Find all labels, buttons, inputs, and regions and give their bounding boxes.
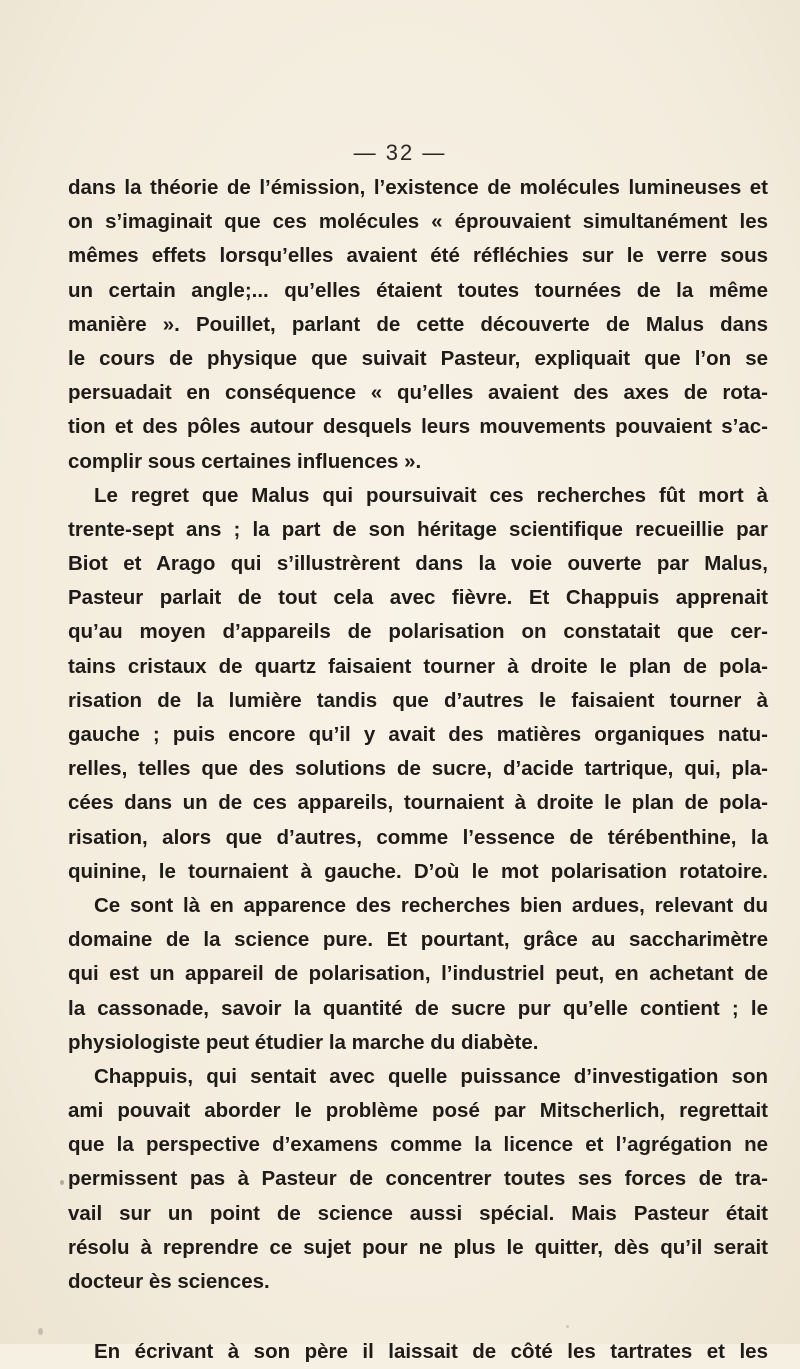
- text-line: cées dans un de ces appareils, tournaient à droite le plan de pola-: [68, 791, 768, 815]
- text-line: tains cristaux de quartz faisaient tourner à droite le plan de pola-: [68, 654, 768, 678]
- text-line: quinine, le tournaient à gauche. D’où le mot polarisation rotatoire.: [68, 859, 768, 883]
- paper-speck: [566, 1325, 569, 1328]
- paper-speck: [60, 1180, 64, 1185]
- text-line: risation de la lumière tandis que d’autres le faisaient tourner à: [68, 688, 768, 712]
- text-line: permissent pas à Pasteur de concentrer toutes ses forces de tra-: [68, 1167, 768, 1191]
- text-line: physiologiste peut étudier la marche du diabète.: [68, 1030, 539, 1054]
- text-line: un certain angle;... qu’elles étaient toutes tournées de la même: [68, 278, 768, 302]
- text-line: résolu à reprendre ce sujet pour ne plus le quitter, dès qu’il serait: [68, 1235, 768, 1259]
- text-line: vail sur un point de science aussi spécial. Mais Pasteur était: [68, 1201, 768, 1225]
- text-line: que la perspective d’examens comme la licence et l’agrégation ne: [68, 1133, 768, 1157]
- text-line: trente-sept ans ; la part de son héritage scientifique recueillie par: [68, 517, 768, 541]
- text-line: qu’au moyen d’appareils de polarisation on constatait que cer-: [68, 620, 768, 644]
- body-text: [68, 171, 768, 1369]
- text-line: Ce sont là en apparence des recherches bien ardues, relevant du: [94, 893, 768, 917]
- text-line: qui est un appareil de polarisation, l’industriel peut, en achetant de: [68, 962, 768, 986]
- text-line: gauche ; puis encore qu’il y avait des matières organiques natu-: [68, 723, 768, 746]
- paper-speck: [38, 1328, 43, 1335]
- text-line: manière ». Pouillet, parlant de cette découverte de Malus dans: [68, 312, 768, 336]
- text-line: En écrivant à son père il laissait de côté les tartrates et les: [94, 1340, 768, 1364]
- text-line: tion et des pôles autour desquels leurs mouvements pouvaient s’ac-: [68, 415, 768, 439]
- text-line: complir sous certaines influences ».: [68, 449, 422, 473]
- text-line: persuadait en conséquence « qu’elles avaient des axes de rota-: [68, 381, 768, 405]
- text-line: domaine de la science pure. Et pourtant, grâce au saccharimètre: [68, 928, 768, 952]
- paragraph-gap: [68, 1299, 768, 1335]
- page-number: — 32 —: [353, 140, 447, 165]
- text-line: la cassonade, savoir la quantité de sucre pur qu’elle contient ; le: [68, 996, 768, 1020]
- text-line: Chappuis, qui sentait avec quelle puissance d’investigation son: [94, 1064, 768, 1088]
- text-line: le cours de physique que suivait Pasteur, expliquait que l’on se: [68, 346, 768, 370]
- text-line: dans la théorie de l’émission, l’existence de molécules lumineuses et: [68, 176, 768, 199]
- text-line: relles, telles que des solutions de sucre, d’acide tartrique, qui, pla-: [68, 757, 768, 781]
- text-line: Biot et Arago qui s’illustrèrent dans la voie ouverte par Malus,: [68, 552, 768, 576]
- text-line: risation, alors que d’autres, comme l’essence de térébenthine, la: [68, 825, 768, 849]
- text-line: Pasteur parlait de tout cela avec fièvre. Et Chappuis apprenait: [68, 586, 768, 610]
- text-line: Le regret que Malus qui poursuivait ces recherches fût mort à: [94, 483, 768, 507]
- text-line: ami pouvait aborder le problème posé par Mitscherlich, regrettait: [68, 1099, 768, 1123]
- text-line: mêmes effets lorsqu’elles avaient été réfléchies sur le verre sous: [68, 244, 768, 268]
- text-line: on s’imaginait que ces molécules « éprouvaient simultanément les: [68, 210, 768, 234]
- text-line: docteur ès sciences.: [68, 1270, 270, 1293]
